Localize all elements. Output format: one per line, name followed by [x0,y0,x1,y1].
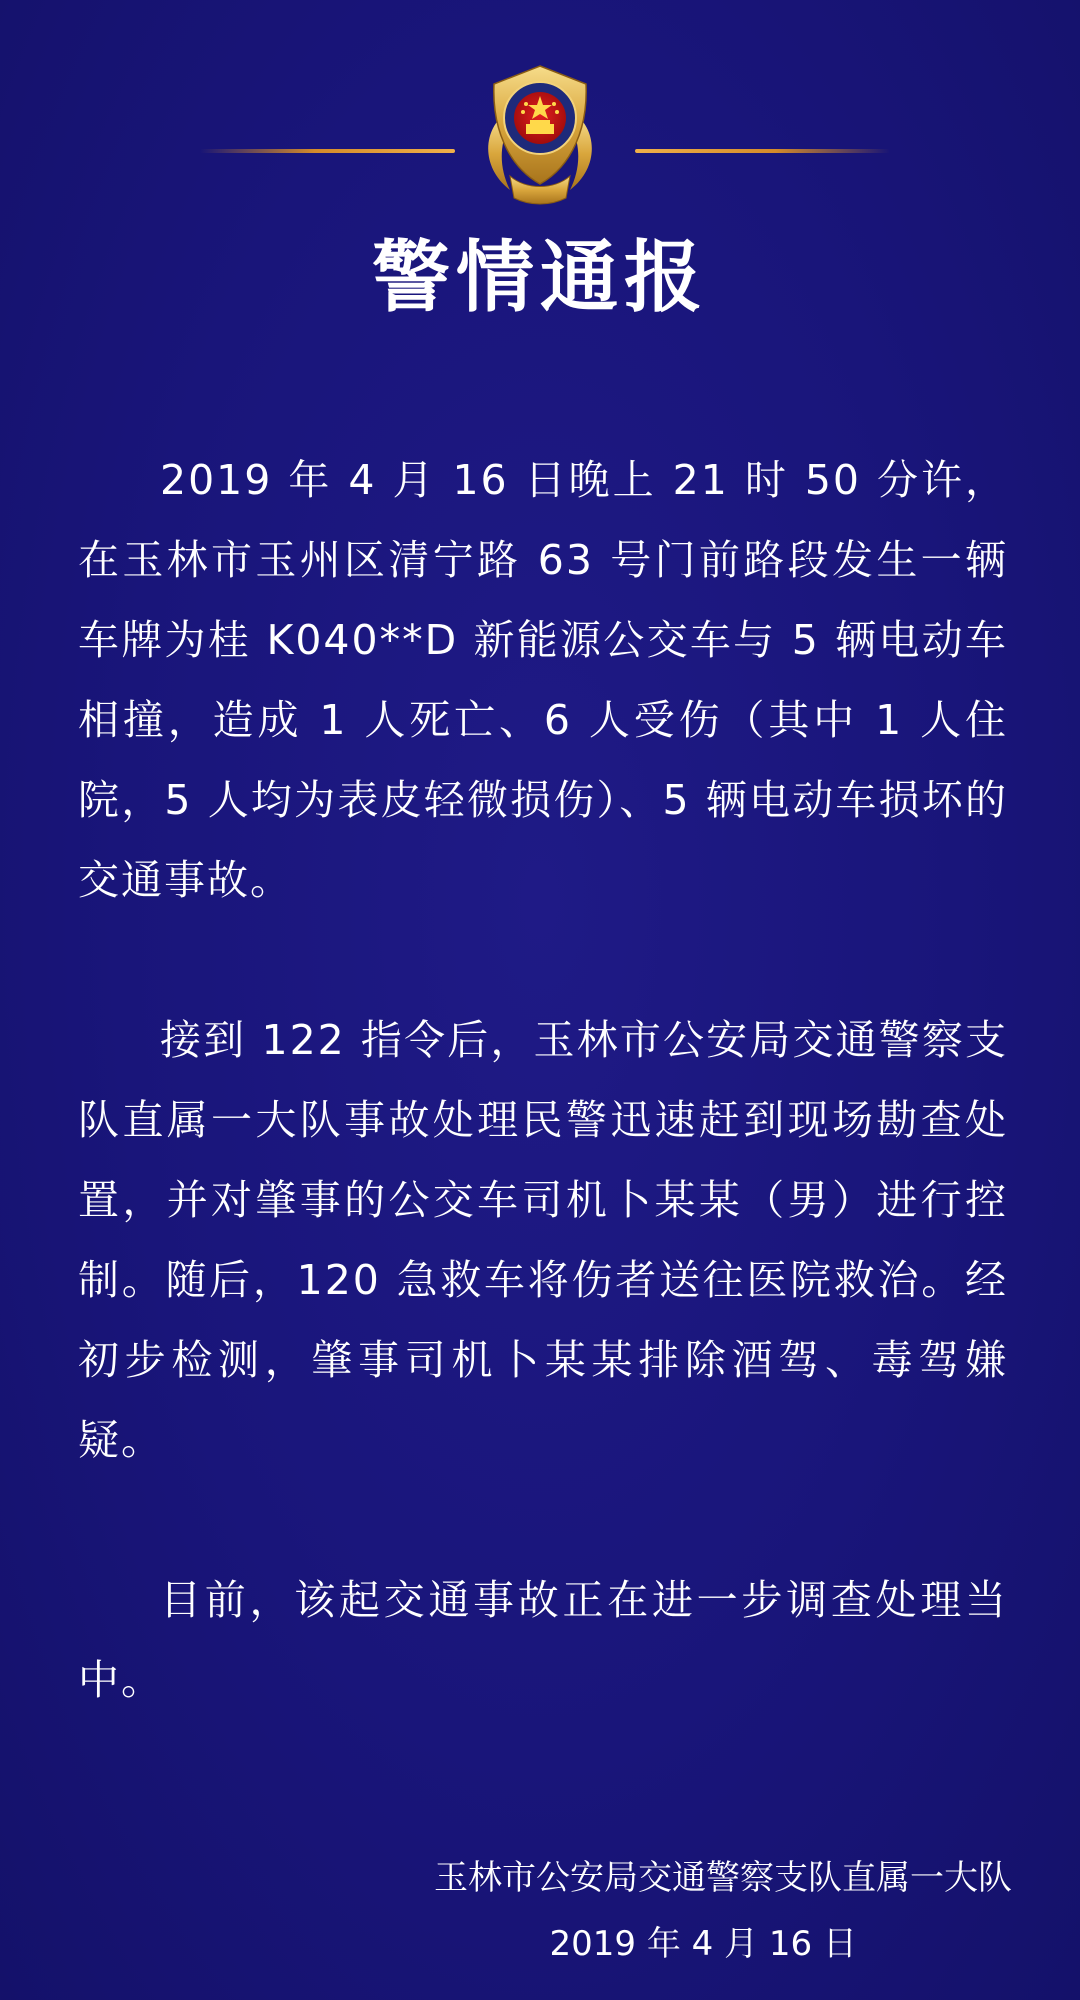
header [0,0,1080,210]
paragraph-3: 目前，该起交通事故正在进一步调查处理当中。 [78,1576,1008,1704]
signature-date: 2019 年 4 月 16 日 [549,1924,857,1964]
left-gold-divider [200,149,455,153]
signature-block [434,1845,1012,1977]
page-title: 警情通报 [371,233,708,323]
paragraph-2: 接到 122 指令后，玉林市公安局交通警察支队直属一大队事故处理民警迅速赶到现场勘查处置，并对肇事的公交车司机卜某某（男）进行控制。随后，120 急救车将伤者送往医院救治。经初步检测，肇事司机卜某某排除酒驾、毒驾嫌疑。 [78,1016,1008,1464]
paragraph-1: 2019 年 4 月 16 日晚上 21 时 50 分许，在玉林市玉州区清宁路 63 号门前路段发生一辆车牌为桂 K040**D 新能源公交车与 5 辆电动车相撞，造成 1 人死亡、6 人受伤（其中 1 人住院，5 人均为表皮轻微损伤）、5 辆电动车损坏的交通事故。 [78,456,1008,904]
notice-body [78,440,1008,1720]
signature-org: 玉林市公安局交通警察支队直属一大队 [434,1858,1012,1898]
police-emblem-icon [470,58,610,208]
right-gold-divider [635,149,890,153]
